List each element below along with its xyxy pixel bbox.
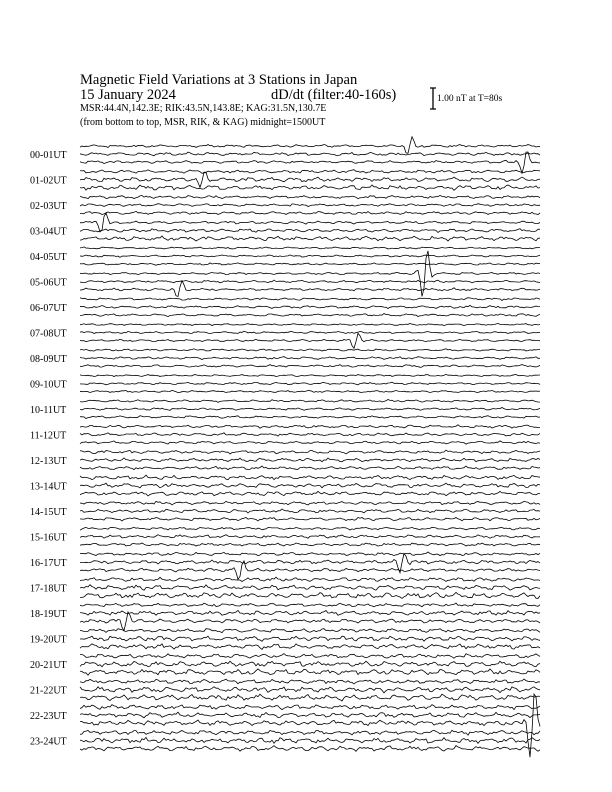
hour-label: 18-19UT (30, 609, 67, 620)
date-label: 15 January 2024 (80, 87, 176, 103)
trace-rik-13-14ut (80, 483, 540, 488)
hour-label: 05-06UT (30, 277, 67, 289)
trace-kag-19-20ut (80, 629, 540, 633)
hour-label: 06-07UT (30, 303, 67, 314)
hour-label: 01-02UT (30, 175, 67, 187)
trace-kag-23-24ut (80, 730, 540, 735)
trace-msr-08-09ut (80, 365, 540, 368)
trace-rik-17-18ut (80, 585, 540, 591)
trace-rik-06-07ut (80, 305, 540, 308)
trace-rik-00-01ut (80, 152, 540, 156)
trace-msr-14-15ut (80, 518, 540, 522)
trace-kag-14-15ut (80, 501, 540, 505)
trace-msr-03-04ut (80, 236, 540, 241)
trace-rik-02-03ut (80, 204, 540, 207)
hour-label: 08-09UT (30, 354, 67, 365)
trace-rik-04-05ut (80, 255, 540, 257)
trace-rik-22-23ut (80, 712, 540, 718)
trace-kag-21-22ut (80, 679, 540, 684)
hour-label: 22-23UT (30, 711, 67, 722)
trace-rik-23-24ut (80, 737, 540, 743)
trace-rik-11-12ut (80, 433, 540, 436)
scale-bar (430, 88, 436, 109)
trace-msr-09-10ut (80, 390, 540, 392)
trace-msr-07-08ut (80, 333, 540, 348)
trace-msr-04-05ut (80, 263, 540, 265)
hour-label: 13-14UT (30, 481, 67, 493)
hour-label: 23-24UT (30, 736, 67, 748)
trace-rik-05-06ut (80, 280, 540, 283)
trace-kag-22-23ut (80, 705, 540, 710)
trace-msr-16-17ut (80, 561, 540, 579)
trace-group (80, 137, 540, 757)
trace-rik-18-19ut (80, 610, 540, 615)
trace-msr-18-19ut (80, 612, 540, 631)
trace-kag-02-03ut (80, 195, 540, 198)
trace-kag-08-09ut (80, 349, 540, 351)
hour-label: 11-12UT (30, 430, 67, 442)
hour-label: 15-16UT (30, 532, 67, 544)
trace-kag-01-02ut (80, 170, 540, 174)
trace-msr-02-03ut (80, 211, 540, 214)
trace-kag-18-19ut (80, 603, 540, 607)
trace-kag-13-14ut (80, 475, 540, 480)
hour-label: 04-05UT (30, 252, 67, 263)
hour-label: 17-18UT (30, 583, 67, 595)
trace-msr-22-23ut (80, 694, 540, 757)
trace-rik-14-15ut (80, 509, 540, 513)
trace-msr-20-21ut (80, 669, 540, 675)
trace-msr-13-14ut (80, 491, 540, 496)
trace-rik-10-11ut (80, 408, 540, 411)
hour-label: 16-17UT (30, 558, 67, 569)
trace-rik-08-09ut (80, 357, 540, 360)
hour-label-group (30, 150, 67, 748)
trace-msr-10-11ut (80, 416, 540, 419)
scale-bar-label: 1.00 nT at T=80s (437, 94, 503, 104)
trace-msr-01-02ut (80, 185, 540, 190)
hour-label: 14-15UT (30, 507, 67, 518)
trace-kag-15-16ut (80, 527, 540, 530)
trace-rik-15-16ut (80, 535, 540, 539)
trace-msr-11-12ut (80, 441, 540, 444)
trace-kag-12-13ut (80, 450, 540, 454)
order-note: (from bottom to top, MSR, RIK, & KAG) midnight=1500UT (80, 117, 326, 128)
trace-rik-19-20ut (80, 636, 540, 641)
trace-msr-15-16ut (80, 543, 540, 546)
trace-rik-07-08ut (80, 331, 540, 333)
trace-msr-05-06ut (80, 281, 540, 297)
trace-kag-16-17ut (80, 552, 540, 556)
trace-rik-12-13ut (80, 458, 540, 462)
trace-msr-12-13ut (80, 466, 540, 470)
trace-msr-19-20ut (80, 644, 540, 650)
chart-title: Magnetic Field Variations at 3 Stations in Japan (80, 72, 358, 88)
trace-rik-20-21ut (80, 661, 540, 667)
trace-kag-11-12ut (80, 425, 540, 428)
trace-kag-00-01ut (80, 137, 540, 154)
hour-label: 10-11UT (30, 405, 67, 416)
hour-label: 00-01UT (30, 150, 67, 161)
hour-label: 03-04UT (30, 226, 67, 238)
hour-label: 12-13UT (30, 456, 67, 467)
scale-bar-mark (430, 88, 436, 109)
hour-label: 07-08UT (30, 328, 67, 340)
trace-kag-07-08ut (80, 323, 540, 325)
trace-rik-21-22ut (80, 687, 540, 693)
trace-msr-23-24ut (80, 746, 540, 752)
trace-kag-09-10ut (80, 374, 540, 376)
trace-msr-17-18ut (80, 592, 540, 598)
trace-msr-06-07ut (80, 314, 540, 317)
trace-kag-20-21ut (80, 654, 540, 659)
stations-label: MSR:44.4N,142.3E; RIK:43.5N,143.8E; KAG:31.5N,130.7E (80, 103, 327, 114)
trace-kag-06-07ut (80, 298, 540, 301)
trace-rik-01-02ut (80, 172, 540, 187)
trace-rik-03-04ut (80, 229, 540, 233)
hour-label: 19-20UT (30, 634, 67, 646)
quantity-label: dD/dt (filter:40-160s) (271, 87, 397, 103)
hour-label: 09-10UT (30, 379, 67, 391)
trace-kag-17-18ut (80, 577, 540, 581)
trace-msr-21-22ut (80, 694, 540, 701)
hour-label: 02-03UT (30, 201, 67, 212)
trace-kag-10-11ut (80, 400, 540, 403)
trace-kag-04-05ut (80, 247, 540, 249)
trace-rik-09-10ut (80, 382, 540, 385)
hour-label: 21-22UT (30, 685, 67, 697)
hour-label: 20-21UT (30, 660, 67, 671)
